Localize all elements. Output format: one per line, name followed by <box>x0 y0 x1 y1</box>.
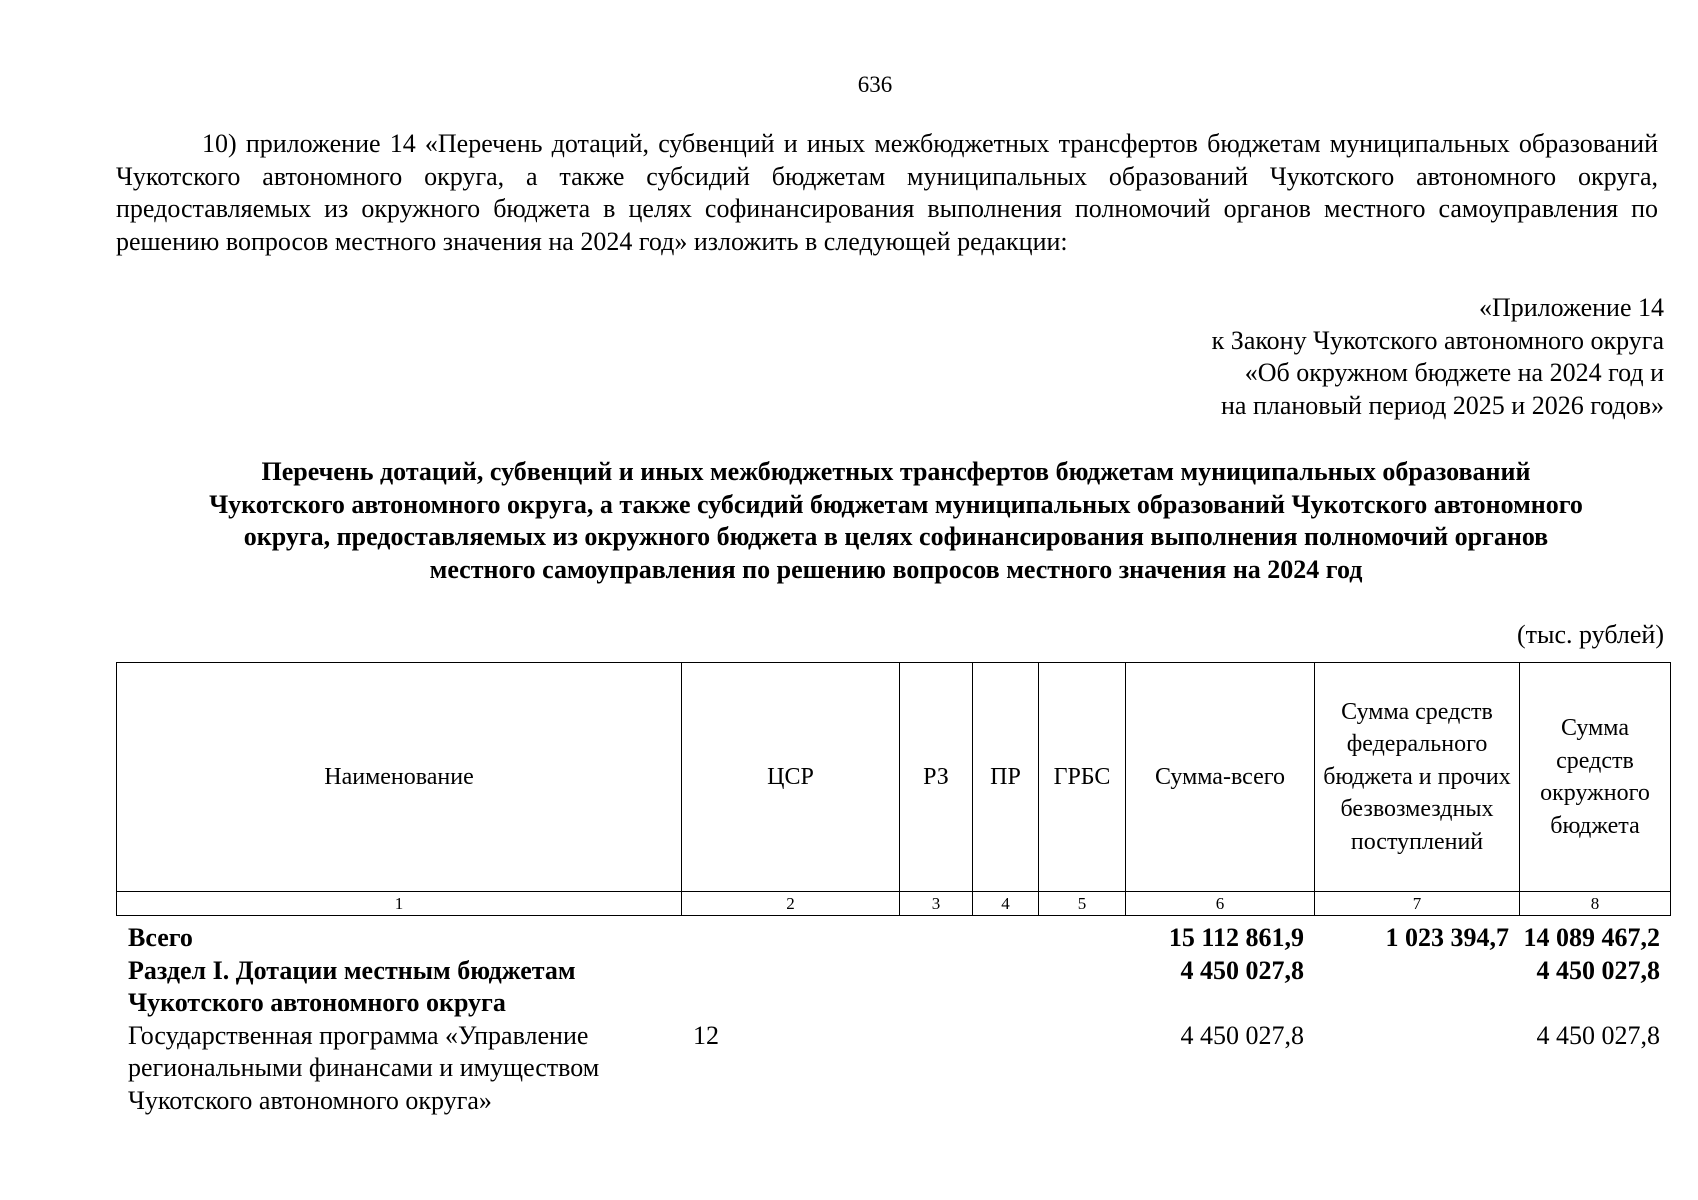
column-number: 5 <box>1039 892 1126 916</box>
column-number: 4 <box>973 892 1039 916</box>
row-total: 15 112 861,9 <box>1168 923 1304 952</box>
header-pr: ПР <box>973 663 1039 892</box>
title-line: Чукотского автономного округа, а также субсидий бюджетам муниципальных образований Чукотского автономного <box>209 489 1583 519</box>
header-name: Наименование <box>117 663 682 892</box>
row-grbs <box>1038 922 1125 955</box>
appendix-line: на плановый период 2025 и 2026 годов» <box>1221 390 1664 420</box>
row-name: Всего <box>128 923 193 952</box>
row-federal <box>1314 955 1519 1020</box>
table-row <box>116 955 1670 1020</box>
row-rz <box>899 922 972 955</box>
column-number: 2 <box>682 892 900 916</box>
appendix-reference <box>1212 292 1664 422</box>
title-line: округа, предоставляемых из окружного бюджета в целях софинансирования выполнения полномочий органов <box>243 522 1549 551</box>
row-pr <box>972 955 1038 1020</box>
row-name: Государственная программа «Управление региональными финансами и имуществом Чукотского автономного округа» <box>128 1020 600 1115</box>
units-label: (тыс. рублей) <box>1516 620 1664 649</box>
row-district: 4 450 027,8 <box>1536 1020 1660 1050</box>
header-district: Сумма средств окружного бюджета <box>1520 663 1671 892</box>
row-rz <box>899 1020 972 1118</box>
header-csr: ЦСР <box>682 663 900 892</box>
row-district: 14 089 467,2 <box>1523 923 1660 952</box>
title-line: Перечень дотаций, субвенций и иных межбюджетных трансфертов бюджетам муниципальных образований <box>261 457 1531 486</box>
column-number: 3 <box>900 892 973 916</box>
row-rz <box>899 955 972 1020</box>
header-total: Сумма-всего <box>1126 663 1315 892</box>
intro-paragraph: 10) приложение 14 «Перечень дотаций, субвенций и иных межбюджетных трансфертов бюджетам муниципальных образований Чукотского автономного округа, а также субсидий бюджетам муниципальных образований Чукотского автономного округа, предоставляемых из окружного бюджета в целях софинансирования выполнения полномочий органов местного самоуправления по решению вопросов местного значения на 2024 год» изложить в следующей редакции: <box>116 129 1658 256</box>
row-pr <box>972 1020 1038 1118</box>
column-number: 6 <box>1126 892 1315 916</box>
appendix-line: «Об окружном бюджете на 2024 год и <box>1244 358 1664 387</box>
table-row <box>116 1020 1670 1118</box>
appendix-line: к Закону Чукотского автономного округа <box>1211 325 1664 355</box>
title-line: местного самоуправления по решению вопросов местного значения на 2024 год <box>429 554 1363 584</box>
row-federal <box>1314 1020 1519 1118</box>
appendix-line: «Приложение 14 <box>1478 293 1664 322</box>
row-name: Раздел I. Дотации местным бюджетам Чукотского автономного округа <box>128 955 576 1017</box>
row-grbs <box>1038 955 1125 1020</box>
row-total: 4 450 027,8 <box>1180 1020 1304 1050</box>
table-body <box>116 922 1670 1117</box>
document-title <box>116 456 1676 586</box>
page-number: 636 <box>857 72 893 97</box>
table-header <box>116 662 1671 916</box>
header-rz: РЗ <box>900 663 973 892</box>
row-csr: 12 <box>693 1020 719 1050</box>
row-csr <box>681 922 899 955</box>
column-number: 1 <box>117 892 682 916</box>
column-number: 7 <box>1315 892 1520 916</box>
row-csr <box>681 955 899 1020</box>
row-grbs <box>1038 1020 1125 1118</box>
row-pr <box>972 922 1038 955</box>
header-federal: Сумма средств федерального бюджета и прочих безвозмездных поступлений <box>1315 663 1520 892</box>
table-row <box>116 922 1670 955</box>
row-federal: 1 023 394,7 <box>1385 923 1509 952</box>
header-grbs: ГРБС <box>1039 663 1126 892</box>
row-total: 4 450 027,8 <box>1180 955 1304 985</box>
column-number: 8 <box>1520 892 1671 916</box>
row-district: 4 450 027,8 <box>1536 955 1660 985</box>
